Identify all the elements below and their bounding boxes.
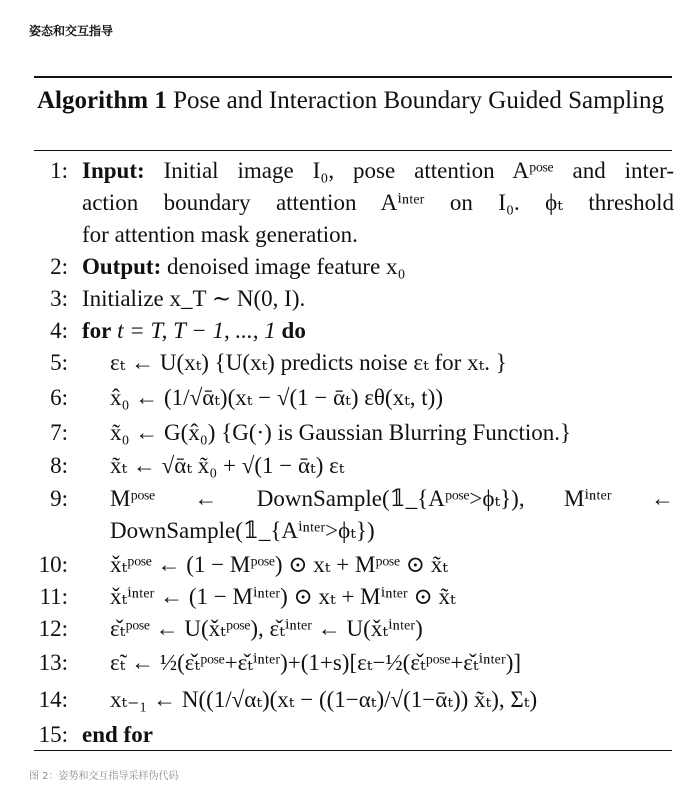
top-rule bbox=[34, 76, 672, 78]
line-number: 2: bbox=[50, 254, 68, 279]
algorithm-line bbox=[0, 515, 700, 549]
line-number: 5: bbox=[50, 350, 68, 375]
line-number: 6: bbox=[50, 385, 68, 410]
algorithm-line bbox=[0, 347, 700, 379]
line-number: 3: bbox=[50, 286, 68, 311]
line-text bbox=[82, 315, 674, 347]
algorithm-line bbox=[0, 417, 700, 449]
algorithm-line bbox=[0, 613, 700, 645]
line-content: ε̃ₜ ← ½(ε̌ₜᵖᵒˢᵉ+ε̌ₜⁱⁿᵗᵉʳ)+(1+s)[εₜ−½(ε̌ₜᵖᵒˢᵉ+ε̌ₜⁱⁿᵗᵉʳ)] bbox=[110, 650, 522, 675]
algorithm-line bbox=[0, 681, 700, 719]
bottom-rule bbox=[34, 750, 672, 751]
algorithm-body bbox=[0, 155, 700, 751]
algorithm-line bbox=[0, 379, 700, 417]
title-rule bbox=[34, 150, 672, 151]
line-content: DownSample(𝟙_{Aⁱⁿᵗᵉʳ>ϕₜ}) bbox=[110, 518, 375, 543]
line-content: x̃₀ ← G(x̂₀) {G(·) is Gaussian Blurring Function.} bbox=[110, 420, 572, 445]
algorithm-title-text: Pose and Interaction Boundary Guided Sampling bbox=[173, 87, 664, 114]
line-text bbox=[82, 719, 674, 751]
algorithm-line bbox=[0, 219, 700, 251]
figure-caption: 图 2：姿势和交互指导采样伪代码 bbox=[29, 771, 179, 782]
line-number: 12: bbox=[38, 616, 68, 641]
line-content: x̌ₜⁱⁿᵗᵉʳ ← (1 − Mⁱⁿᵗᵉʳ) ⊙ xₜ + Mⁱⁿᵗᵉʳ ⊙ x̃ₜ bbox=[110, 584, 456, 609]
algorithm-label: Algorithm 1 bbox=[37, 87, 167, 114]
line-keyword: Input: bbox=[82, 158, 145, 183]
algorithm-line bbox=[0, 449, 700, 483]
page-header: 姿态和交互指导 bbox=[29, 24, 114, 38]
line-keyword-do: do bbox=[281, 318, 306, 343]
line-content: εₜ ← U(xₜ) {U(xₜ) predicts noise εₜ for xₜ. } bbox=[110, 350, 507, 375]
line-keyword: end for bbox=[82, 722, 153, 747]
line-content: x̃ₜ ← √ᾱₜ x̃₀ + √(1 − ᾱₜ) εₜ bbox=[110, 453, 345, 478]
line-number: 15: bbox=[38, 722, 68, 747]
line-content: xₜ₋₁ ← N((1/√αₜ)(xₜ − ((1−αₜ)/√(1−ᾱₜ)) x̃ₜ), Σₜ) bbox=[110, 687, 538, 712]
algorithm-line bbox=[0, 581, 700, 613]
line-number: 9: bbox=[50, 486, 68, 511]
line-number: 10: bbox=[38, 552, 68, 577]
algorithm-title bbox=[37, 85, 673, 117]
algorithm-line bbox=[0, 483, 700, 515]
algorithm-line bbox=[0, 155, 700, 187]
algorithm-line bbox=[0, 549, 700, 581]
algorithm-line bbox=[0, 283, 700, 315]
line-content: Mᵖᵒˢᵉ ← DownSample(𝟙_{Aᵖᵒˢᵉ>ϕₜ}), Mⁱⁿᵗᵉʳ ← bbox=[110, 486, 674, 511]
line-content: x̂₀ ← (1/√ᾱₜ)(xₜ − √(1 − ᾱₜ) εθ(xₜ, t)) bbox=[110, 385, 443, 410]
line-keyword: for bbox=[82, 318, 112, 343]
line-number: 13: bbox=[38, 650, 68, 675]
algorithm-line bbox=[0, 645, 700, 681]
algorithm-line bbox=[0, 315, 700, 347]
line-text bbox=[82, 155, 674, 187]
line-keyword: Output: bbox=[82, 254, 162, 279]
line-number: 14: bbox=[38, 687, 68, 712]
algorithm-line bbox=[0, 187, 700, 219]
line-content: action boundary attention Aⁱⁿᵗᵉʳ on I₀. ϕₜ threshold bbox=[82, 190, 674, 215]
line-content: denoised image feature x₀ bbox=[167, 254, 406, 279]
line-text bbox=[82, 251, 674, 283]
line-number: 4: bbox=[50, 318, 68, 343]
line-number: 11: bbox=[39, 584, 68, 609]
line-content: Initial image I₀, pose attention Aᵖᵒˢᵉ and inter- bbox=[163, 158, 674, 183]
line-content: for attention mask generation. bbox=[82, 222, 358, 247]
algorithm-line bbox=[0, 251, 700, 283]
line-content: x̌ₜᵖᵒˢᵉ ← (1 − Mᵖᵒˢᵉ) ⊙ xₜ + Mᵖᵒˢᵉ ⊙ x̃ₜ bbox=[110, 552, 448, 577]
line-number: 8: bbox=[50, 453, 68, 478]
line-content: ε̌ₜᵖᵒˢᵉ ← U(x̌ₜᵖᵒˢᵉ), ε̌ₜⁱⁿᵗᵉʳ ← U(x̌ₜⁱⁿᵗᵉʳ) bbox=[110, 616, 423, 641]
line-number: 1: bbox=[50, 158, 68, 183]
line-content: t = T, T − 1, ..., 1 bbox=[117, 318, 276, 343]
line-content: Initialize x_T ∼ N(0, I). bbox=[82, 286, 306, 311]
algorithm-line bbox=[0, 719, 700, 751]
line-number: 7: bbox=[50, 420, 68, 445]
